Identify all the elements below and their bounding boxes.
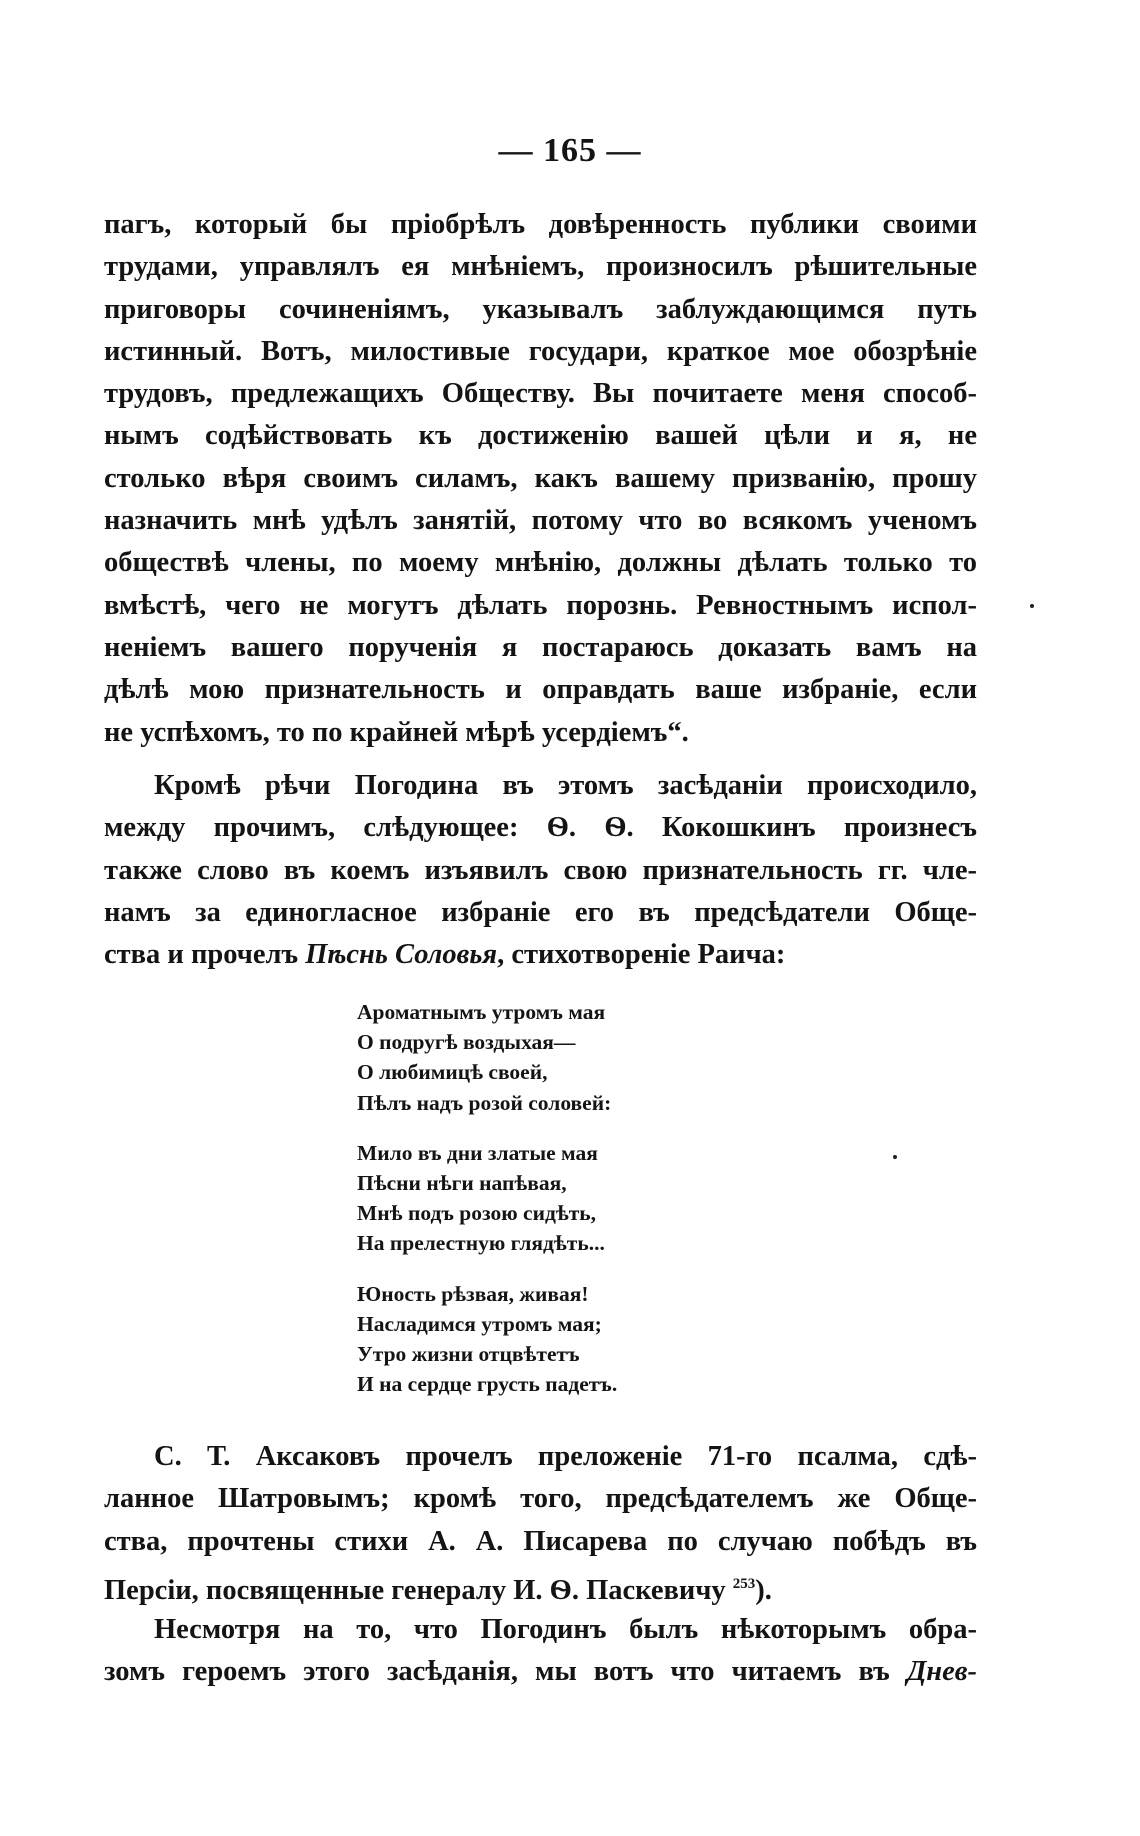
paragraph-speech-end: [104, 204, 977, 754]
poem-line: Пѣсни нѣги напѣвая,: [357, 1171, 567, 1196]
text-line: Кромѣ рѣчи Погодина въ этомъ засѣданіи происходило,: [154, 770, 977, 801]
text-line: не успѣхомъ, то по крайней мѣрѣ усердіемъ“.: [104, 716, 689, 748]
page-number: — 165 —: [498, 132, 642, 169]
text-segment: Персіи, посвященные генералу И. Ѳ. Паскевичу: [104, 1574, 733, 1606]
paragraph-pogodin: [104, 1609, 977, 1694]
text-line: ства, прочтены стихи А. А. Писарева по случаю побѣдъ въ: [104, 1525, 977, 1557]
paragraph-kokoshkin: [104, 765, 977, 976]
poem-stanza: [357, 1279, 617, 1400]
text-line: трудовъ, предлежащихъ Обществу. Вы почитаете меня способ-: [104, 378, 977, 410]
text-line: назначить мнѣ удѣлъ занятій, потому что во всякомъ ученомъ: [104, 505, 977, 537]
text-line: между прочимъ, слѣдующее: Ѳ. Ѳ. Кокошкинъ произнесъ: [104, 812, 977, 844]
print-speck: [893, 1155, 897, 1159]
poem-stanza: [357, 1138, 617, 1259]
poem-line: И на сердце грусть падетъ.: [357, 1372, 618, 1397]
footnote-ref: 253: [732, 1575, 756, 1592]
paragraph-aksakov: [104, 1436, 977, 1605]
text-line: неніемъ вашего порученія я постараюсь доказать вамъ на: [104, 631, 977, 663]
text-segment: ства и прочелъ: [104, 939, 306, 971]
print-speck: [1030, 604, 1034, 608]
poem: [357, 997, 617, 1419]
poem-line: Юность рѣзвая, живая!: [357, 1281, 589, 1306]
poem-line: Мнѣ подъ розою сидѣть,: [357, 1201, 597, 1226]
text-segment: зомъ героемъ этого засѣданія, мы вотъ что читаемъ въ: [104, 1656, 907, 1688]
poem-title: Пѣснь Соловья: [305, 939, 498, 971]
text-line: приговоры сочиненіямъ, указывалъ заблуждающимся путь: [104, 293, 977, 325]
text-line: дѣлѣ мою признательность и оправдать ваше избраніе, если: [104, 674, 977, 706]
text-line: истинный. Вотъ, милостивые государи, краткое мое обозрѣніе: [104, 335, 977, 367]
poem-stanza: [357, 997, 617, 1118]
poem-line: Ароматнымъ утромъ мая: [357, 1000, 606, 1024]
text-segment: ).: [755, 1574, 772, 1606]
italic-word: Днев-: [906, 1656, 977, 1688]
text-line: С. Т. Аксаковъ прочелъ преложеніе 71-го псалма, сдѣ-: [154, 1441, 977, 1472]
poem-line: Насладимся утромъ мая;: [357, 1311, 602, 1336]
text-line: также слово въ коемъ изъявилъ свою признательность гг. чле-: [104, 854, 977, 886]
text-line: обществѣ члены, по моему мнѣнію, должны дѣлать только то: [104, 547, 977, 579]
text-line: нымъ содѣйствовать къ достиженію вашей цѣли и я, не: [104, 420, 977, 452]
poem-line: Мило въ дни златые мая: [357, 1140, 598, 1165]
text-line: столько вѣря своимъ силамъ, какъ вашему призванію, прошу: [104, 462, 977, 494]
text-line: Несмотря на то, что Погодинъ былъ нѣкоторымъ обра-: [154, 1614, 977, 1645]
text-line: трудами, управлялъ ея мнѣніемъ, произносилъ рѣшительные: [104, 251, 977, 283]
poem-line: О подругѣ воздыхая—: [357, 1030, 576, 1055]
text-segment: , стихотвореніе Раича:: [497, 939, 786, 971]
poem-line: Утро жизни отцвѣтетъ: [357, 1342, 580, 1367]
text-line: вмѣстѣ, чего не могутъ дѣлать порознь. Ревностнымъ испол-: [104, 589, 977, 621]
poem-line: О любимицѣ своей,: [357, 1060, 548, 1085]
text-line-mixed: [104, 934, 977, 976]
text-line-mixed: [104, 1651, 977, 1693]
text-line: пагъ, который бы пріобрѣлъ довѣренность публики своими: [104, 209, 977, 240]
poem-line: На прелестную глядѣть...: [357, 1231, 605, 1256]
poem-line: Пѣлъ надъ розой соловей:: [357, 1090, 612, 1115]
text-line: ланное Шатровымъ; кромѣ того, предсѣдателемъ же Обще-: [104, 1483, 977, 1515]
text-line-mixed: [104, 1563, 977, 1605]
text-line: намъ за единогласное избраніе его въ предсѣдатели Обще-: [104, 896, 977, 928]
